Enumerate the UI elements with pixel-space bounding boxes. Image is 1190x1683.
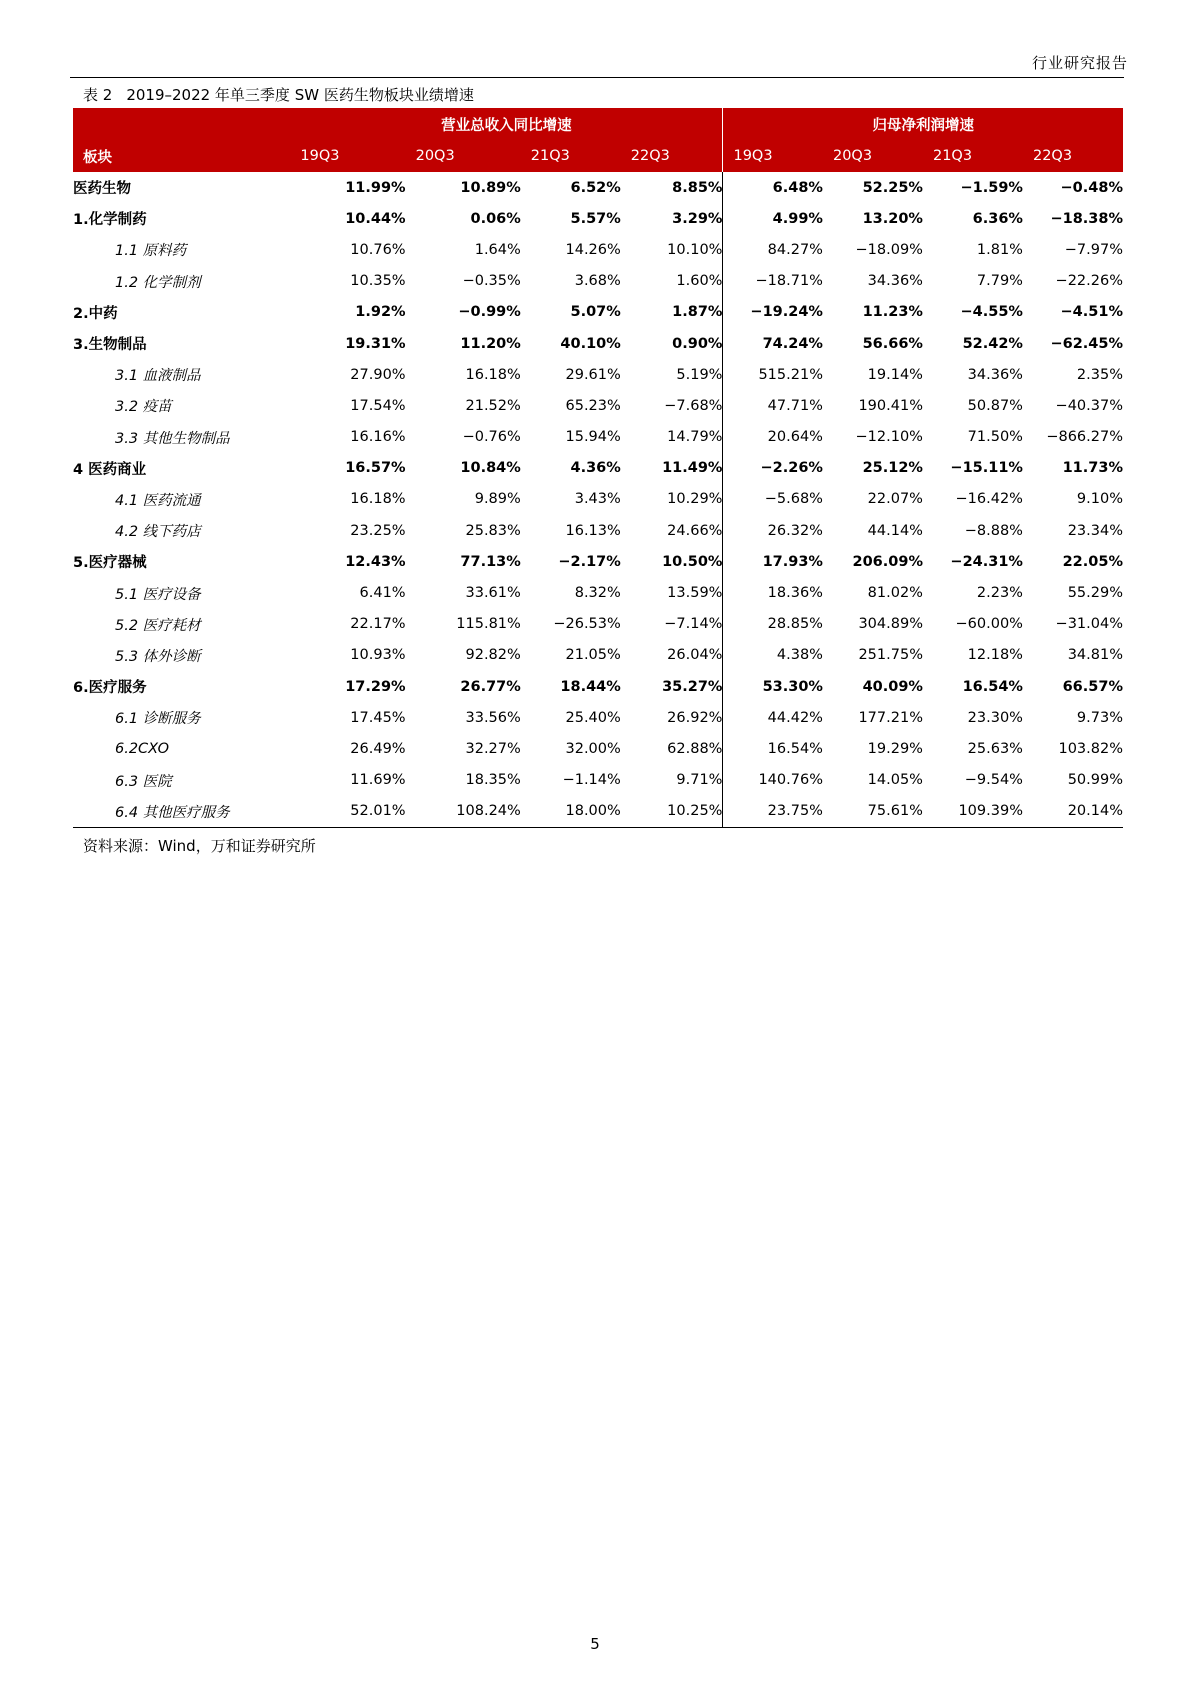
revenue-growth-cell: 8.85% — [672, 179, 723, 196]
revenue-growth-cell: 18.35% — [465, 772, 521, 789]
revenue-growth-cell: 26.92% — [667, 709, 723, 726]
revenue-growth-cell: 33.56% — [465, 709, 521, 726]
profit-growth-cell: 18.36% — [723, 577, 823, 608]
profit-growth-cell: −8.88% — [964, 522, 1023, 539]
revenue-growth-cell: 3.68% — [574, 273, 621, 290]
revenue-growth-cell: 29.61% — [565, 366, 621, 383]
profit-growth-cell: −16.42% — [955, 491, 1023, 508]
profit-growth-cell: 190.41% — [858, 397, 923, 414]
profit-growth-cell: −40.37% — [1055, 397, 1123, 414]
profit-growth-cell: 2.35% — [1076, 366, 1123, 383]
sector-name-cell: 5.3 体外诊断 — [115, 648, 201, 665]
revenue-growth-cell: 65.23% — [565, 397, 621, 414]
profit-growth-cell: 17.93% — [723, 546, 823, 577]
revenue-growth-cell: 8.32% — [574, 585, 621, 602]
revenue-growth-cell: 14.26% — [565, 241, 621, 258]
revenue-growth-cell: 0.90% — [672, 335, 723, 352]
revenue-growth-cell: 3.43% — [574, 491, 621, 508]
profit-growth-cell: 40.09% — [862, 678, 923, 695]
revenue-growth-cell: 9.71% — [676, 772, 723, 789]
profit-growth-cell: 84.27% — [723, 234, 823, 265]
revenue-growth-cell: 6.52% — [570, 179, 621, 196]
profit-growth-cell: 52.25% — [862, 179, 923, 196]
revenue-growth-cell: 26.04% — [667, 647, 723, 664]
profit-period-header: 19Q3 — [723, 140, 823, 172]
table-body — [73, 172, 1123, 827]
performance-table — [73, 108, 1123, 828]
sector-column-header: 板块 — [73, 140, 290, 172]
revenue-growth-cell: 18.44% — [560, 678, 621, 695]
revenue-growth-cell: −26.53% — [553, 616, 621, 633]
revenue-growth-cell: 3.29% — [672, 210, 723, 227]
revenue-growth-cell: 23.25% — [350, 522, 406, 539]
table-row — [73, 671, 1123, 702]
revenue-growth-cell: 11.99% — [345, 179, 406, 196]
revenue-growth-cell: 16.13% — [565, 522, 621, 539]
table-row — [73, 453, 1123, 484]
profit-growth-cell: −0.48% — [1060, 179, 1123, 196]
revenue-growth-cell: 10.76% — [350, 241, 406, 258]
revenue-growth-cell: 10.44% — [345, 210, 406, 227]
profit-growth-cell: 6.48% — [723, 172, 823, 203]
revenue-growth-cell: 21.05% — [565, 647, 621, 664]
revenue-growth-cell: 25.40% — [565, 709, 621, 726]
profit-growth-cell: 34.36% — [967, 366, 1023, 383]
profit-growth-cell: 7.79% — [976, 273, 1023, 290]
table-row — [73, 546, 1123, 577]
revenue-growth-cell: 5.57% — [570, 210, 621, 227]
sector-name-cell: 6.2CXO — [115, 740, 170, 757]
profit-growth-cell: 140.76% — [723, 765, 823, 796]
profit-growth-cell: 23.75% — [723, 796, 823, 828]
sector-name-cell: 3.2 疫苗 — [115, 399, 172, 416]
profit-growth-cell: 53.30% — [723, 671, 823, 702]
revenue-growth-cell: −0.99% — [458, 304, 521, 321]
profit-growth-cell: −18.38% — [1050, 210, 1123, 227]
profit-growth-cell: 44.14% — [867, 522, 923, 539]
table-row — [73, 484, 1123, 515]
profit-growth-cell: 20.14% — [1023, 796, 1123, 828]
revenue-growth-cell: 17.54% — [350, 397, 406, 414]
profit-growth-cell: −4.55% — [960, 304, 1023, 321]
revenue-growth-cell: 10.35% — [350, 273, 406, 290]
period-header-row — [73, 140, 1123, 172]
revenue-period-header: 19Q3 — [290, 140, 405, 172]
profit-growth-cell: 11.23% — [862, 304, 923, 321]
profit-growth-cell: −5.68% — [723, 484, 823, 515]
revenue-growth-cell: 4.36% — [570, 460, 621, 477]
blank-corner — [73, 108, 290, 140]
sector-name-cell: 1.2 化学制剂 — [115, 274, 201, 291]
profit-growth-cell: 25.63% — [967, 740, 1023, 757]
report-type-header: 行业研究报告 — [1031, 54, 1128, 72]
sector-name-cell: 4.2 线下药店 — [115, 524, 201, 541]
profit-growth-cell: 206.09% — [852, 553, 923, 570]
profit-growth-cell: 1.81% — [976, 241, 1023, 258]
revenue-growth-cell: 11.69% — [350, 772, 406, 789]
revenue-growth-cell: 33.61% — [465, 585, 521, 602]
revenue-growth-cell: 10.89% — [460, 179, 521, 196]
profit-growth-cell: 515.21% — [723, 359, 823, 390]
table-row — [73, 234, 1123, 265]
profit-growth-cell: 55.29% — [1067, 585, 1123, 602]
revenue-growth-cell: 92.82% — [465, 647, 521, 664]
sector-name-cell: 3.生物制品 — [73, 337, 147, 354]
revenue-growth-cell: 16.16% — [350, 429, 406, 446]
revenue-growth-cell: 16.18% — [465, 366, 521, 383]
revenue-growth-cell: 13.59% — [667, 585, 723, 602]
profit-growth-cell: −15.11% — [950, 460, 1023, 477]
revenue-growth-cell: 22.17% — [350, 616, 406, 633]
source-note: 资料来源：Wind，万和证券研究所 — [83, 837, 316, 855]
profit-growth-cell: −22.26% — [1055, 273, 1123, 290]
sector-name-cell: 1.化学制药 — [73, 212, 147, 229]
profit-growth-cell: −18.71% — [723, 266, 823, 297]
revenue-growth-cell: −0.35% — [462, 273, 521, 290]
revenue-growth-cell: 17.45% — [350, 709, 406, 726]
revenue-growth-cell: 11.49% — [662, 460, 723, 477]
sector-name-cell: 3.3 其他生物制品 — [115, 430, 230, 447]
profit-growth-cell: 14.05% — [867, 772, 923, 789]
revenue-growth-cell: 62.88% — [667, 740, 723, 757]
profit-growth-cell: 25.12% — [862, 460, 923, 477]
profit-growth-cell: −2.26% — [723, 453, 823, 484]
revenue-growth-cell: 10.25% — [621, 796, 723, 828]
revenue-growth-cell: 52.01% — [290, 796, 405, 828]
revenue-growth-cell: 18.00% — [521, 796, 621, 828]
profit-period-header: 20Q3 — [823, 140, 923, 172]
revenue-growth-cell: 10.50% — [662, 553, 723, 570]
profit-growth-cell: 109.39% — [923, 796, 1023, 828]
revenue-growth-cell: 1.92% — [355, 304, 406, 321]
revenue-growth-cell: 27.90% — [350, 366, 406, 383]
profit-growth-cell: −12.10% — [855, 429, 923, 446]
revenue-growth-cell: 10.84% — [460, 460, 521, 477]
revenue-growth-cell: 19.31% — [345, 335, 406, 352]
profit-growth-cell: −19.24% — [723, 297, 823, 328]
revenue-growth-cell: 21.52% — [465, 397, 521, 414]
profit-growth-cell: 50.99% — [1067, 772, 1123, 789]
revenue-growth-cell: −7.68% — [664, 397, 723, 414]
profit-growth-cell: 19.29% — [867, 740, 923, 757]
profit-growth-cell: 4.38% — [723, 640, 823, 671]
sector-name-cell: 5.医疗器械 — [73, 555, 147, 572]
profit-growth-cell: 81.02% — [867, 585, 923, 602]
revenue-growth-cell: 10.29% — [667, 491, 723, 508]
table-row — [73, 422, 1123, 453]
table-row — [73, 359, 1123, 390]
revenue-growth-cell: 5.19% — [676, 366, 723, 383]
profit-growth-cell: 75.61% — [823, 796, 923, 828]
profit-growth-cell: −9.54% — [964, 772, 1023, 789]
profit-growth-cell: 13.20% — [862, 210, 923, 227]
profit-growth-cell: 11.73% — [1062, 460, 1123, 477]
profit-growth-cell: 50.87% — [967, 397, 1023, 414]
revenue-growth-cell: −0.76% — [462, 429, 521, 446]
sector-name-cell: 6.1 诊断服务 — [115, 711, 201, 728]
table-row — [73, 765, 1123, 796]
revenue-growth-cell: 1.64% — [474, 241, 521, 258]
table-row — [73, 266, 1123, 297]
profit-growth-cell: 251.75% — [858, 647, 923, 664]
header-divider — [70, 77, 1124, 78]
revenue-growth-cell: 0.06% — [470, 210, 521, 227]
profit-growth-cell: 19.14% — [867, 366, 923, 383]
profit-growth-cell: 23.34% — [1067, 522, 1123, 539]
revenue-growth-cell: −2.17% — [558, 553, 621, 570]
revenue-growth-cell: 40.10% — [560, 335, 621, 352]
profit-growth-cell: −18.09% — [855, 241, 923, 258]
profit-growth-cell: 28.85% — [723, 609, 823, 640]
table-row — [73, 297, 1123, 328]
profit-growth-cell: 56.66% — [862, 335, 923, 352]
revenue-growth-cell: 115.81% — [456, 616, 521, 633]
revenue-growth-cell: 32.00% — [565, 740, 621, 757]
profit-growth-cell: 9.73% — [1076, 709, 1123, 726]
table-row — [73, 390, 1123, 421]
revenue-growth-cell: 5.07% — [570, 304, 621, 321]
profit-growth-cell: 23.30% — [967, 709, 1023, 726]
revenue-growth-cell: 1.87% — [672, 304, 723, 321]
sector-name-cell: 5.2 医疗耗材 — [115, 617, 201, 634]
profit-growth-cell: 26.32% — [723, 515, 823, 546]
revenue-growth-cell: 6.41% — [359, 585, 406, 602]
revenue-growth-cell: 14.79% — [667, 429, 723, 446]
table-row — [73, 203, 1123, 234]
profit-growth-cell: 71.50% — [967, 429, 1023, 446]
revenue-growth-cell: 12.43% — [345, 553, 406, 570]
table-row — [73, 577, 1123, 608]
profit-growth-cell: 9.10% — [1076, 491, 1123, 508]
revenue-growth-cell: 11.20% — [460, 335, 521, 352]
table-row — [73, 515, 1123, 546]
revenue-period-header: 21Q3 — [521, 140, 621, 172]
profit-growth-cell: −866.27% — [1046, 429, 1123, 446]
revenue-growth-cell: 35.27% — [662, 678, 723, 695]
table-row — [73, 733, 1123, 764]
table-title: 2019–2022 年单三季度 SW 医药生物板块业绩增速 — [126, 86, 474, 104]
profit-growth-cell: 66.57% — [1062, 678, 1123, 695]
sector-name-cell: 3.1 血液制品 — [115, 368, 201, 385]
revenue-growth-cell: 1.60% — [676, 273, 723, 290]
profit-growth-cell: 34.81% — [1067, 647, 1123, 664]
profit-growth-cell: 4.99% — [723, 203, 823, 234]
profit-growth-cell: −7.97% — [1064, 241, 1123, 258]
revenue-growth-cell: 9.89% — [474, 491, 521, 508]
table-caption — [83, 84, 488, 105]
profit-growth-cell: 22.07% — [867, 491, 923, 508]
sector-name-cell: 4 医药商业 — [73, 461, 147, 478]
profit-growth-cell: 304.89% — [858, 616, 923, 633]
revenue-growth-cell: 10.93% — [350, 647, 406, 664]
profit-growth-cell: 16.54% — [723, 733, 823, 764]
sector-name-cell: 1.1 原料药 — [115, 243, 187, 260]
profit-group-header: 归母净利润增速 — [723, 108, 1123, 140]
revenue-growth-cell: 15.94% — [565, 429, 621, 446]
revenue-growth-cell: 24.66% — [667, 522, 723, 539]
revenue-group-header: 营业总收入同比增速 — [290, 108, 723, 140]
revenue-growth-cell: −1.14% — [562, 772, 621, 789]
sector-name-cell: 6.4 其他医疗服务 — [73, 796, 290, 828]
page-number: 5 — [590, 1635, 600, 1653]
profit-growth-cell: 20.64% — [723, 422, 823, 453]
sector-name-cell: 2.中药 — [73, 305, 118, 322]
profit-growth-cell: −24.31% — [950, 553, 1023, 570]
revenue-growth-cell: 108.24% — [406, 796, 521, 828]
table-row — [73, 796, 1123, 828]
profit-growth-cell: 103.82% — [1058, 740, 1123, 757]
profit-period-header: 22Q3 — [1023, 140, 1123, 172]
revenue-period-header: 22Q3 — [621, 140, 723, 172]
profit-growth-cell: −31.04% — [1055, 616, 1123, 633]
profit-growth-cell: 74.24% — [723, 328, 823, 359]
profit-growth-cell: −4.51% — [1060, 304, 1123, 321]
profit-growth-cell: 177.21% — [858, 709, 923, 726]
table-row — [73, 702, 1123, 733]
table-row — [73, 640, 1123, 671]
table-row — [73, 172, 1123, 203]
profit-period-header: 21Q3 — [923, 140, 1023, 172]
profit-growth-cell: 22.05% — [1062, 553, 1123, 570]
profit-growth-cell: 52.42% — [962, 335, 1023, 352]
revenue-growth-cell: 32.27% — [465, 740, 521, 757]
sector-name-cell: 4.1 医药流通 — [115, 492, 201, 509]
profit-growth-cell: 47.71% — [723, 390, 823, 421]
group-header-row — [73, 108, 1123, 140]
profit-growth-cell: 12.18% — [967, 647, 1023, 664]
revenue-growth-cell: 77.13% — [460, 553, 521, 570]
profit-growth-cell: −1.59% — [960, 179, 1023, 196]
profit-growth-cell: −60.00% — [955, 616, 1023, 633]
revenue-growth-cell: 26.77% — [460, 678, 521, 695]
profit-growth-cell: 34.36% — [867, 273, 923, 290]
profit-growth-cell: 44.42% — [723, 702, 823, 733]
revenue-growth-cell: 16.57% — [345, 460, 406, 477]
revenue-growth-cell: 17.29% — [345, 678, 406, 695]
table-row — [73, 328, 1123, 359]
table-row — [73, 609, 1123, 640]
revenue-growth-cell: 26.49% — [350, 740, 406, 757]
profit-growth-cell: 2.23% — [976, 585, 1023, 602]
revenue-growth-cell: −7.14% — [664, 616, 723, 633]
table-number: 表 2 — [83, 86, 113, 104]
profit-growth-cell: −62.45% — [1050, 335, 1123, 352]
revenue-growth-cell: 16.18% — [350, 491, 406, 508]
revenue-growth-cell: 25.83% — [465, 522, 521, 539]
revenue-period-header: 20Q3 — [406, 140, 521, 172]
sector-name-cell: 6.3 医院 — [115, 773, 172, 790]
sector-name-cell: 医药生物 — [73, 181, 131, 198]
sector-name-cell: 5.1 医疗设备 — [115, 586, 201, 603]
profit-growth-cell: 6.36% — [972, 210, 1023, 227]
profit-growth-cell: 16.54% — [962, 678, 1023, 695]
revenue-growth-cell: 10.10% — [667, 241, 723, 258]
sector-name-cell: 6.医疗服务 — [73, 680, 147, 697]
